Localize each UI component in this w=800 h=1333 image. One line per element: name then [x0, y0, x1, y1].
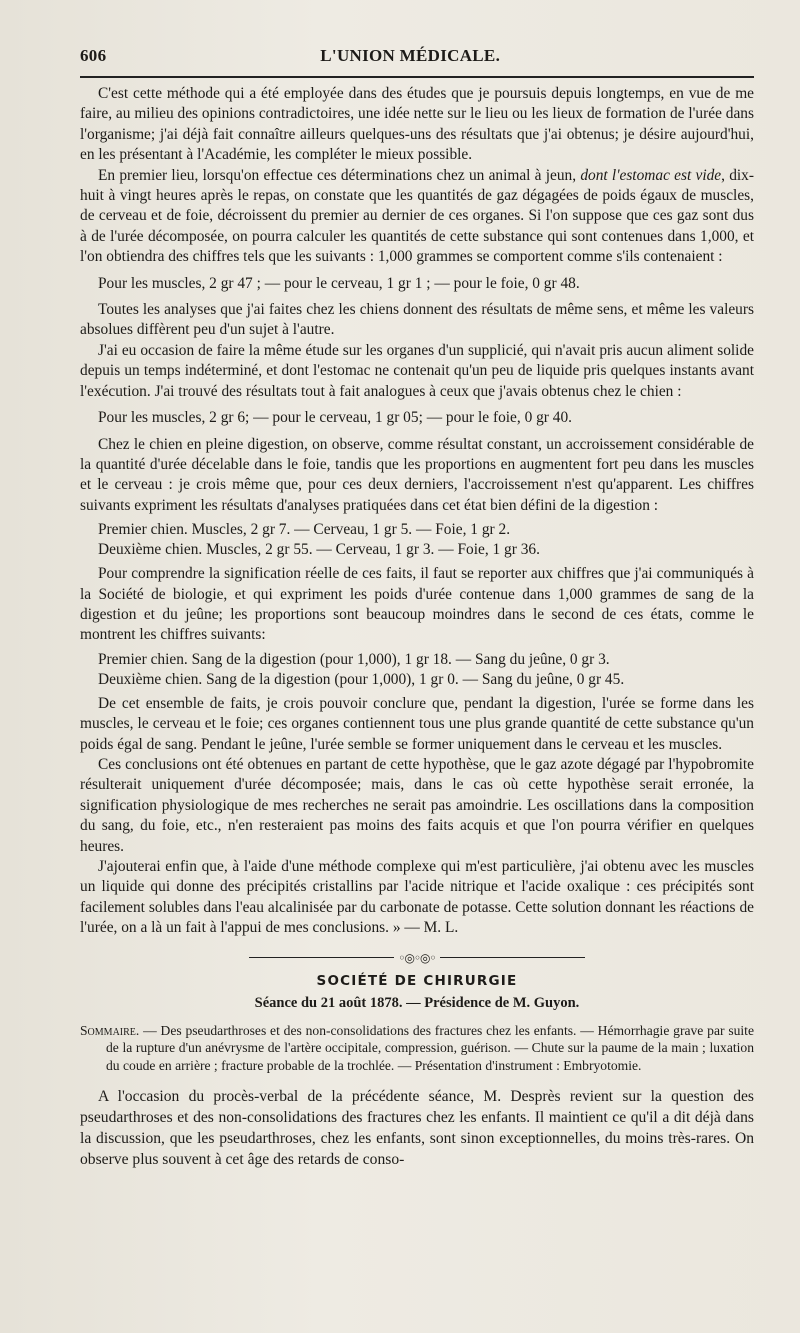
formula-line: Pour les muscles, 2 gr 6; — pour le cerveau, 1 gr 05; — pour le foie, 0 gr 40.	[98, 409, 573, 427]
paragraph: J'ai eu occasion de faire la même étude sur les organes d'un supplicié, qui n'avait pris aucun aliment solide depuis un temps indéterminé, et dont l'estomac ne contenait qu'un peu de liquide pris quelques instants avant l'exécution. J'ai trouvé des résultats tout à fait analogues à ceux que j'avais obtenus chez le chien :	[80, 341, 754, 400]
paragraph: C'est cette méthode qui a été employée dans des études que je poursuis depuis longtemps, en vue de me faire, au milieu des opinions contradictoires, une idée nette sur le lieu ou les lieux de formation de l'urée dans l'organisme; j'ai déjà fait connaître ailleurs quelques-uns des résultats que j'ai obtenus; je désire aujourd'hui, en les présentant à l'Académie, les compléter le mieux possible.	[80, 85, 754, 164]
ornament-rule-right	[440, 957, 585, 958]
paragraph: Ces conclusions ont été obtenues en partant de cette hypothèse, que le gaz azote dégagé par l'hypobromite résulterait uniquement d'urée décomposée; mais, dans le cas où cette hypothèse serait erronée, la signification physiologique de mes recherches ne serait pas amoindrie. Les oscillations dans la composition du sang, du foie, etc., n'en resteraient pas moins des faits acquis et que l'on pourra vérifier en quelques heures.	[80, 755, 754, 855]
page-number: 606	[80, 46, 107, 65]
italic-phrase: dont l'estomac est vide	[580, 166, 722, 184]
paragraph: A l'occasion du procès-verbal de la précédente séance, M. Desprès revient sur la question des pseudarthroses et des non-consolidations des fractures chez les enfants. Il maintient ce qu'il a dit déjà dans la discussion, que les pseudarthroses, chez les enfants, sont sinon exceptionnelles, du moins très-rares. On observe plus souvent à cet âge des retards de conso-	[80, 1088, 754, 1169]
paragraph: J'ajouterai enfin que, à l'aide d'une méthode complexe qui m'est particulière, j'ai obtenu avec les muscles un liquide qui donne des précipités cristallins par l'acide nitrique et l'acide oxalique : ces précipités sont facilement solubles dans l'eau alcalinisée par du carbonate de potasse. Cette solution donnant les réactions de l'urée, on a là un fait à l'appui de mes conclusions. » — M. L.	[80, 858, 754, 937]
seance-line: Séance du 21 août 1878. — Présidence de M. Guyon.	[254, 994, 580, 1011]
data-line: Deuxième chien. Muscles, 2 gr 55. — Cerveau, 1 gr 3. — Foie, 1 gr 36.	[98, 541, 540, 559]
paragraph: Toutes les analyses que j'ai faites chez les chiens donnent des résultats de même sens, et même les valeurs absolues diffèrent peu d'un sujet à l'autre.	[80, 301, 754, 339]
sommaire	[80, 1022, 754, 1075]
formula-line: Pour les muscles, 2 gr 47 ; — pour le cerveau, 1 gr 1 ; — pour le foie, 0 gr 48.	[98, 274, 580, 292]
journal-title: L'UNION MÉDICALE.	[320, 46, 501, 65]
ornament-rule-left	[249, 957, 394, 958]
paragraph: Pour comprendre la signification réelle de ces faits, il faut se reporter aux chiffres que j'ai communiqués à la Société de biologie, et qui expriment les poids d'urée contenue dans 1,000 grammes de sang de la digestion et du jeûne; les proportions sont beaucoup moindres dans le second de ces états, comme le montrent les chiffres suivants:	[80, 565, 754, 644]
sommaire-text: — Des pseudarthroses et des non-consolidations des fractures chez les enfants. — Hémorrhagie grave par suite de la rupture d'un anévrysme de l'artère occipitale, compression, guérison. — Chute sur la paume de la main ; luxation du coude en arrière ; fracture probable de la trochlée. — Présentation d'instrument : Embryotomie.	[106, 1022, 754, 1073]
header-rule	[80, 76, 754, 78]
section-title: SOCIÉTÉ DE CHIRURGIE	[316, 972, 518, 989]
data-line: Premier chien. Muscles, 2 gr 7. — Cerveau, 1 gr 5. — Foie, 1 gr 2.	[98, 521, 511, 539]
paragraph: De cet ensemble de faits, je crois pouvoir conclure que, pendant la digestion, l'urée se forme dans les muscles, le cerveau et le foie; ces organes contiennent tous une plus grande quantité de cette substance qu'un poids égal de sang. Pendant le jeûne, l'urée semble se former uniquement dans le cerveau et les muscles.	[80, 694, 754, 753]
section-ornament	[80, 951, 754, 965]
sommaire-label: Sommaire.	[80, 1022, 140, 1038]
paragraph: Chez le chien en pleine digestion, on observe, comme résultat constant, un accroissement considérable de la quantité d'urée décelable dans le foie, tandis que les proportions en augmentent fort peu dans les muscles et le cerveau : je crois même que, pour ces deux derniers, l'accroissement n'est qu'apparent. Les chiffres suivants expriment les résultats d'analyses pratiquées dans cet état bien défini de la digestion :	[80, 435, 754, 514]
paragraph: En premier lieu, lorsqu'on effectue ces déterminations chez un animal à jeun, dont l'estomac est vide, dix-huit à vingt heures après le repas, on constate que les quantités de gaz dégagées de poids égaux de muscles, de cerveau et de foie, décroissent du premier au dernier de ces organes. Si l'on suppose que ces gaz sont dus à de l'urée décomposée, on pourra calculer les quantités de cette substance qui sont contenues dans 1,000, et l'on obtiendra des chiffres tels que les suivants : 1,000 grammes se comportent comme s'ils contenaient :	[80, 166, 754, 266]
data-lines	[98, 650, 754, 690]
article-body	[80, 84, 754, 939]
data-line: Deuxième chien. Sang de la digestion (pour 1,000), 1 gr 0. — Sang du jeûne, 0 gr 45.	[98, 670, 625, 688]
data-line: Premier chien. Sang de la digestion (pour 1,000), 1 gr 18. — Sang du jeûne, 0 gr 3.	[98, 650, 610, 668]
ornament-knots: ◦◎◦◎◦	[398, 950, 436, 965]
section-body	[80, 1086, 754, 1170]
data-lines	[98, 520, 754, 560]
page-header	[80, 46, 754, 66]
